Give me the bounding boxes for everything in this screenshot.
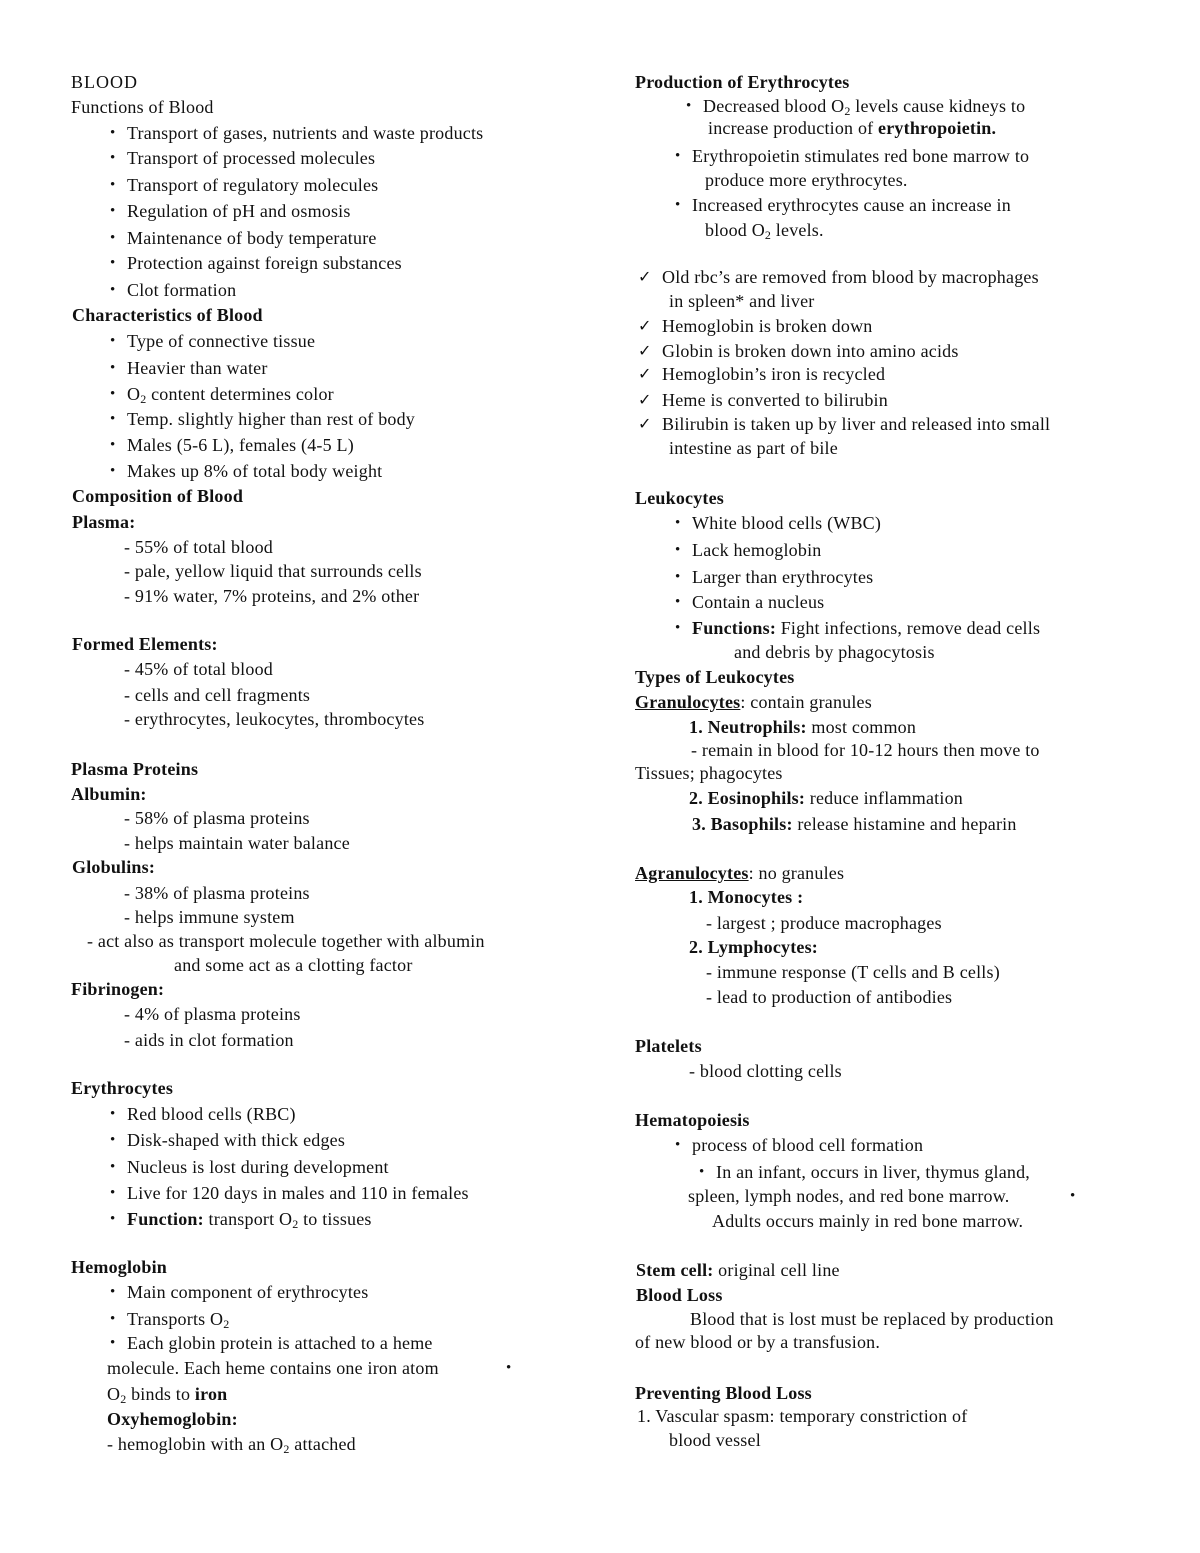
globulins-heading: Globulins: [72,857,156,877]
list-item: - hemoglobin with an $O_2$ attached [107,1434,356,1456]
page-title: BLOOD [71,72,138,92]
list-item: blood vessel [669,1430,761,1450]
list-item: - erythrocytes, leukocytes, thrombocytes [124,709,425,729]
list-item: • Contain a nucleus [692,591,824,613]
list-item: - pale, yellow liquid that surrounds cells [124,561,422,581]
list-item: • Lack hemoglobin [692,539,821,561]
list-item: and debris by phagocytosis [734,642,935,662]
list-item: Adults occurs mainly in red bone marrow. [712,1211,1024,1231]
list-item: • Transports $O_2$ [127,1308,229,1330]
list-item: • Males (5-6 L), females (4-5 L) [127,434,354,456]
oxyhemoglobin-heading: Oxyhemoglobin: [107,1409,238,1429]
list-item: and some act as a clotting factor [174,955,413,975]
list-item: molecule. Each heme contains one iron atom [107,1358,439,1378]
list-item: spleen, lymph nodes, and red bone marrow. [688,1186,1010,1206]
list-item: 1. Vascular spasm: temporary constriction of [637,1406,968,1426]
paragraph-line: Blood that is lost must be replaced by production [690,1309,1054,1329]
plasma-heading: Plasma: [72,512,136,532]
list-item: • Makes up 8% of total body weight [127,460,382,482]
list-item: • Protection against foreign substances [127,252,402,274]
check-item: ✓ Old rbc’s are removed from blood by macrophages [662,266,1039,288]
list-item: - act also as transport molecule together with albumin [87,931,485,951]
check-item: ✓ Bilirubin is taken up by liver and released into small [662,413,1050,435]
list-item: - blood clotting cells [689,1061,842,1081]
list-item: - 45% of total blood [124,659,273,679]
blood-loss-heading: Blood Loss [636,1285,723,1305]
list-item: - remain in blood for 10-12 hours then move to [691,740,1040,760]
check-item: ✓ Globin is broken down into amino acids [662,340,959,362]
hematopoiesis-heading: Hematopoiesis [635,1110,750,1130]
list-item: • Main component of erythrocytes [127,1281,368,1303]
list-item: • Functions: Fight infections, remove dead cells [692,617,1040,639]
list-item: • process of blood cell formation [692,1134,923,1156]
types-heading: Types of Leukocytes [635,667,795,687]
list-item: • Maintenance of body temperature [127,227,377,249]
list-item: 3. Basophils: release histamine and heparin [692,814,1017,834]
list-item: • Clot formation [127,279,236,301]
list-item: - 58% of plasma proteins [124,808,310,828]
check-item: ✓ Heme is converted to bilirubin [662,389,888,411]
list-item: • Transport of processed molecules [127,147,375,169]
list-item: • Heavier than water [127,357,268,379]
list-item: • Live for 120 days in males and 110 in females [127,1182,469,1204]
list-item: blood $O_2$ levels. [705,220,824,242]
list-item: • Erythropoietin stimulates red bone marrow to [692,145,1029,167]
bullet-icon: • [506,1360,512,1376]
list-item: produce more erythrocytes. [705,170,908,190]
fibrinogen-heading: Fibrinogen: [71,979,165,999]
preventing-heading: Preventing Blood Loss [635,1383,812,1403]
list-item: • In an infant, occurs in liver, thymus gland, [716,1161,1030,1183]
list-item: • Each globin protein is attached to a heme [127,1332,433,1354]
check-item-continued: intestine as part of bile [669,438,838,458]
list-item: • Red blood cells (RBC) [127,1103,296,1125]
list-item: • Transport of regulatory molecules [127,174,378,196]
list-item: 1. Neutrophils: most common [689,717,917,737]
characteristics-heading: Characteristics of Blood [72,305,263,325]
plasma-proteins-heading: Plasma Proteins [71,759,199,779]
list-item: • Larger than erythrocytes [692,566,873,588]
list-item: • Nucleus is lost during development [127,1156,389,1178]
granulocytes-line: Granulocytes: contain granules [635,692,872,712]
list-item: - cells and cell fragments [124,685,311,705]
list-item: - 4% of plasma proteins [124,1004,301,1024]
hemoglobin-heading: Hemoglobin [71,1257,168,1277]
erythrocytes-heading: Erythrocytes [71,1078,174,1098]
list-item: - 55% of total blood [124,537,273,557]
platelets-heading: Platelets [635,1036,702,1056]
list-item: - largest ; produce macrophages [706,913,942,933]
list-item: - helps maintain water balance [124,833,350,853]
list-item: $O_2$ binds to iron [107,1384,228,1406]
agranulocytes-line: Agranulocytes: no granules [635,863,845,883]
list-item: • Regulation of pH and osmosis [127,200,351,222]
leukocytes-heading: Leukocytes [635,488,724,508]
list-item: - 91% water, 7% proteins, and 2% other [124,586,420,606]
list-item: • Decreased blood $O_2$ levels cause kidneys to [703,95,1025,117]
list-item: 2. Eosinophils: reduce inflammation [689,788,963,808]
list-item: • Temp. slightly higher than rest of body [127,408,415,430]
list-item: • Function: transport $O_2$ to tissues [127,1208,372,1230]
list-item: • White blood cells (WBC) [692,512,881,534]
list-item: - immune response (T cells and B cells) [706,962,1000,982]
list-item: - aids in clot formation [124,1030,294,1050]
list-item: • $O_2$ content determines color [127,383,334,405]
list-item: • Type of connective tissue [127,330,315,352]
stem-cell-line: Stem cell: original cell line [636,1260,840,1280]
list-item: - 38% of plasma proteins [124,883,310,903]
list-item: - lead to production of antibodies [706,987,953,1007]
list-item: • Disk-shaped with thick edges [127,1129,345,1151]
bullet-icon: • [1070,1188,1076,1204]
composition-heading: Composition of Blood [72,486,244,506]
list-item: • Increased erythrocytes cause an increase in [692,194,1011,216]
formed-elements-heading: Formed Elements: [72,634,218,654]
list-item: Tissues; phagocytes [635,763,783,783]
check-item: ✓ Hemoglobin is broken down [662,315,872,337]
check-item-continued: in spleen* and liver [669,291,815,311]
albumin-heading: Albumin: [71,784,147,804]
functions-heading: Functions of Blood [71,97,214,117]
production-heading: Production of Erythrocytes [635,72,850,92]
list-item: increase production of erythropoietin. [708,118,997,138]
lymphocytes-heading: 2. Lymphocytes: [689,937,818,957]
monocytes-heading: 1. Monocytes : [689,887,804,907]
paragraph-line: of new blood or by a transfusion. [635,1332,881,1352]
check-item: ✓ Hemoglobin’s iron is recycled [662,363,885,385]
list-item: - helps immune system [124,907,295,927]
list-item: • Transport of gases, nutrients and waste products [127,122,483,144]
